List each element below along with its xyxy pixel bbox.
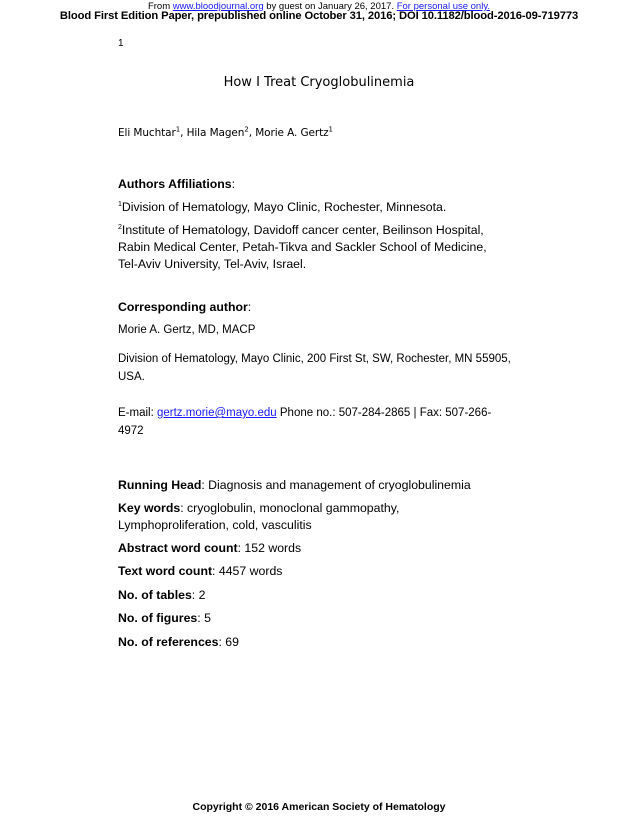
affiliation-2 [118, 222, 538, 273]
affiliations-heading-text: Authors Affiliations [118, 177, 232, 191]
text-count-value: : 4457 words [212, 564, 283, 578]
affiliation-text: Institute of Hematology, Davidoff cancer center, Beilinson Hospital, [121, 223, 484, 237]
tables-count [118, 587, 538, 604]
references-count [118, 634, 538, 651]
figures-count [118, 610, 538, 627]
from-prefix: From [147, 1, 173, 12]
corresponding-colon: : [247, 300, 252, 314]
figures-count-label: No. of figures [118, 611, 198, 625]
bloodjournal-link[interactable]: www.bloodjournal.org [172, 1, 264, 12]
author-separator: , [248, 127, 256, 139]
keywords [118, 500, 538, 534]
affiliation-line [118, 222, 538, 239]
author-separator: , [180, 127, 187, 139]
author-affiliation-mark: 1 [175, 125, 181, 134]
affiliation-mark: 2 [118, 223, 122, 231]
text-count-label: Text word count [118, 564, 213, 578]
author-affiliation-mark: 1 [328, 125, 333, 134]
keywords-line [118, 500, 538, 517]
text-word-count [118, 563, 538, 580]
running-head-label: Running Head [118, 478, 202, 492]
contact-line [118, 404, 538, 422]
email-link[interactable]: gertz.morie@mayo.edu [156, 407, 277, 419]
keywords-label: Key words [118, 501, 181, 515]
affiliation-line: Rabin Medical Center, Petah-Tikva and Sackler School of Medicine, [118, 240, 487, 254]
author-name: Morie A. Gertz [255, 127, 329, 139]
phone-text: Phone no.: 507-284-2865 | Fax: 507-266- [276, 407, 492, 419]
references-count-value: : 69 [218, 635, 239, 649]
corresponding-name: Morie A. Gertz, MD, MACP [118, 324, 256, 336]
corresponding-heading [118, 299, 538, 316]
page-number: 1 [118, 38, 124, 49]
figures-count-value: : 5 [197, 611, 211, 625]
contact-line: 4972 [118, 425, 144, 437]
abstract-count-value: : 152 words [237, 541, 302, 555]
address-line: USA. [118, 371, 145, 383]
references-count-label: No. of references [118, 635, 219, 649]
running-head [118, 477, 538, 494]
keywords-line: Lymphoproliferation, cold, vasculitis [118, 518, 312, 532]
affiliations-colon: : [231, 177, 236, 191]
running-head-value: : Diagnosis and management of cryoglobulinemia [201, 478, 471, 492]
contact-info [118, 404, 538, 440]
affiliation-line: Tel-Aviv University, Tel-Aviv, Israel. [118, 257, 307, 271]
affiliations-heading [118, 176, 538, 193]
affiliation-text: Division of Hematology, Mayo Clinic, Rochester, Minnesota. [121, 200, 447, 214]
email-label: E-mail: [118, 407, 157, 419]
author-name: Eli Muchtar [118, 127, 176, 139]
address-line: Division of Hematology, Mayo Clinic, 200 First St, SW, Rochester, MN 55905, [118, 353, 511, 365]
author-affiliation-mark: 2 [244, 125, 249, 134]
prepublished-notice: Blood First Edition Paper, prepublished online October 31, 2016; DOI 10.1182/blood-2016-09-719773 [59, 10, 579, 22]
personal-use-link[interactable]: For personal use only. [396, 1, 491, 12]
corresponding-heading-text: Corresponding author [118, 300, 248, 314]
keywords-value: : cryoglobulin, monoclonal gammopathy, [180, 501, 400, 515]
paper-title: How I Treat Cryoglobulinemia [223, 75, 415, 90]
affiliation-1 [118, 199, 538, 216]
abstract-word-count [118, 540, 538, 557]
abstract-count-label: Abstract word count [118, 541, 238, 555]
tables-count-value: : 2 [191, 588, 206, 602]
journal-banner [0, 0, 638, 30]
copyright-footer: Copyright © 2016 American Society of Hematology [192, 801, 446, 813]
author-list [118, 127, 333, 139]
corresponding-address [118, 350, 538, 386]
from-middle: by guest on January 26, 2017. [263, 1, 397, 12]
affiliation-mark: 1 [118, 200, 122, 208]
author-name: Hila Magen [186, 127, 245, 139]
tables-count-label: No. of tables [118, 588, 192, 602]
